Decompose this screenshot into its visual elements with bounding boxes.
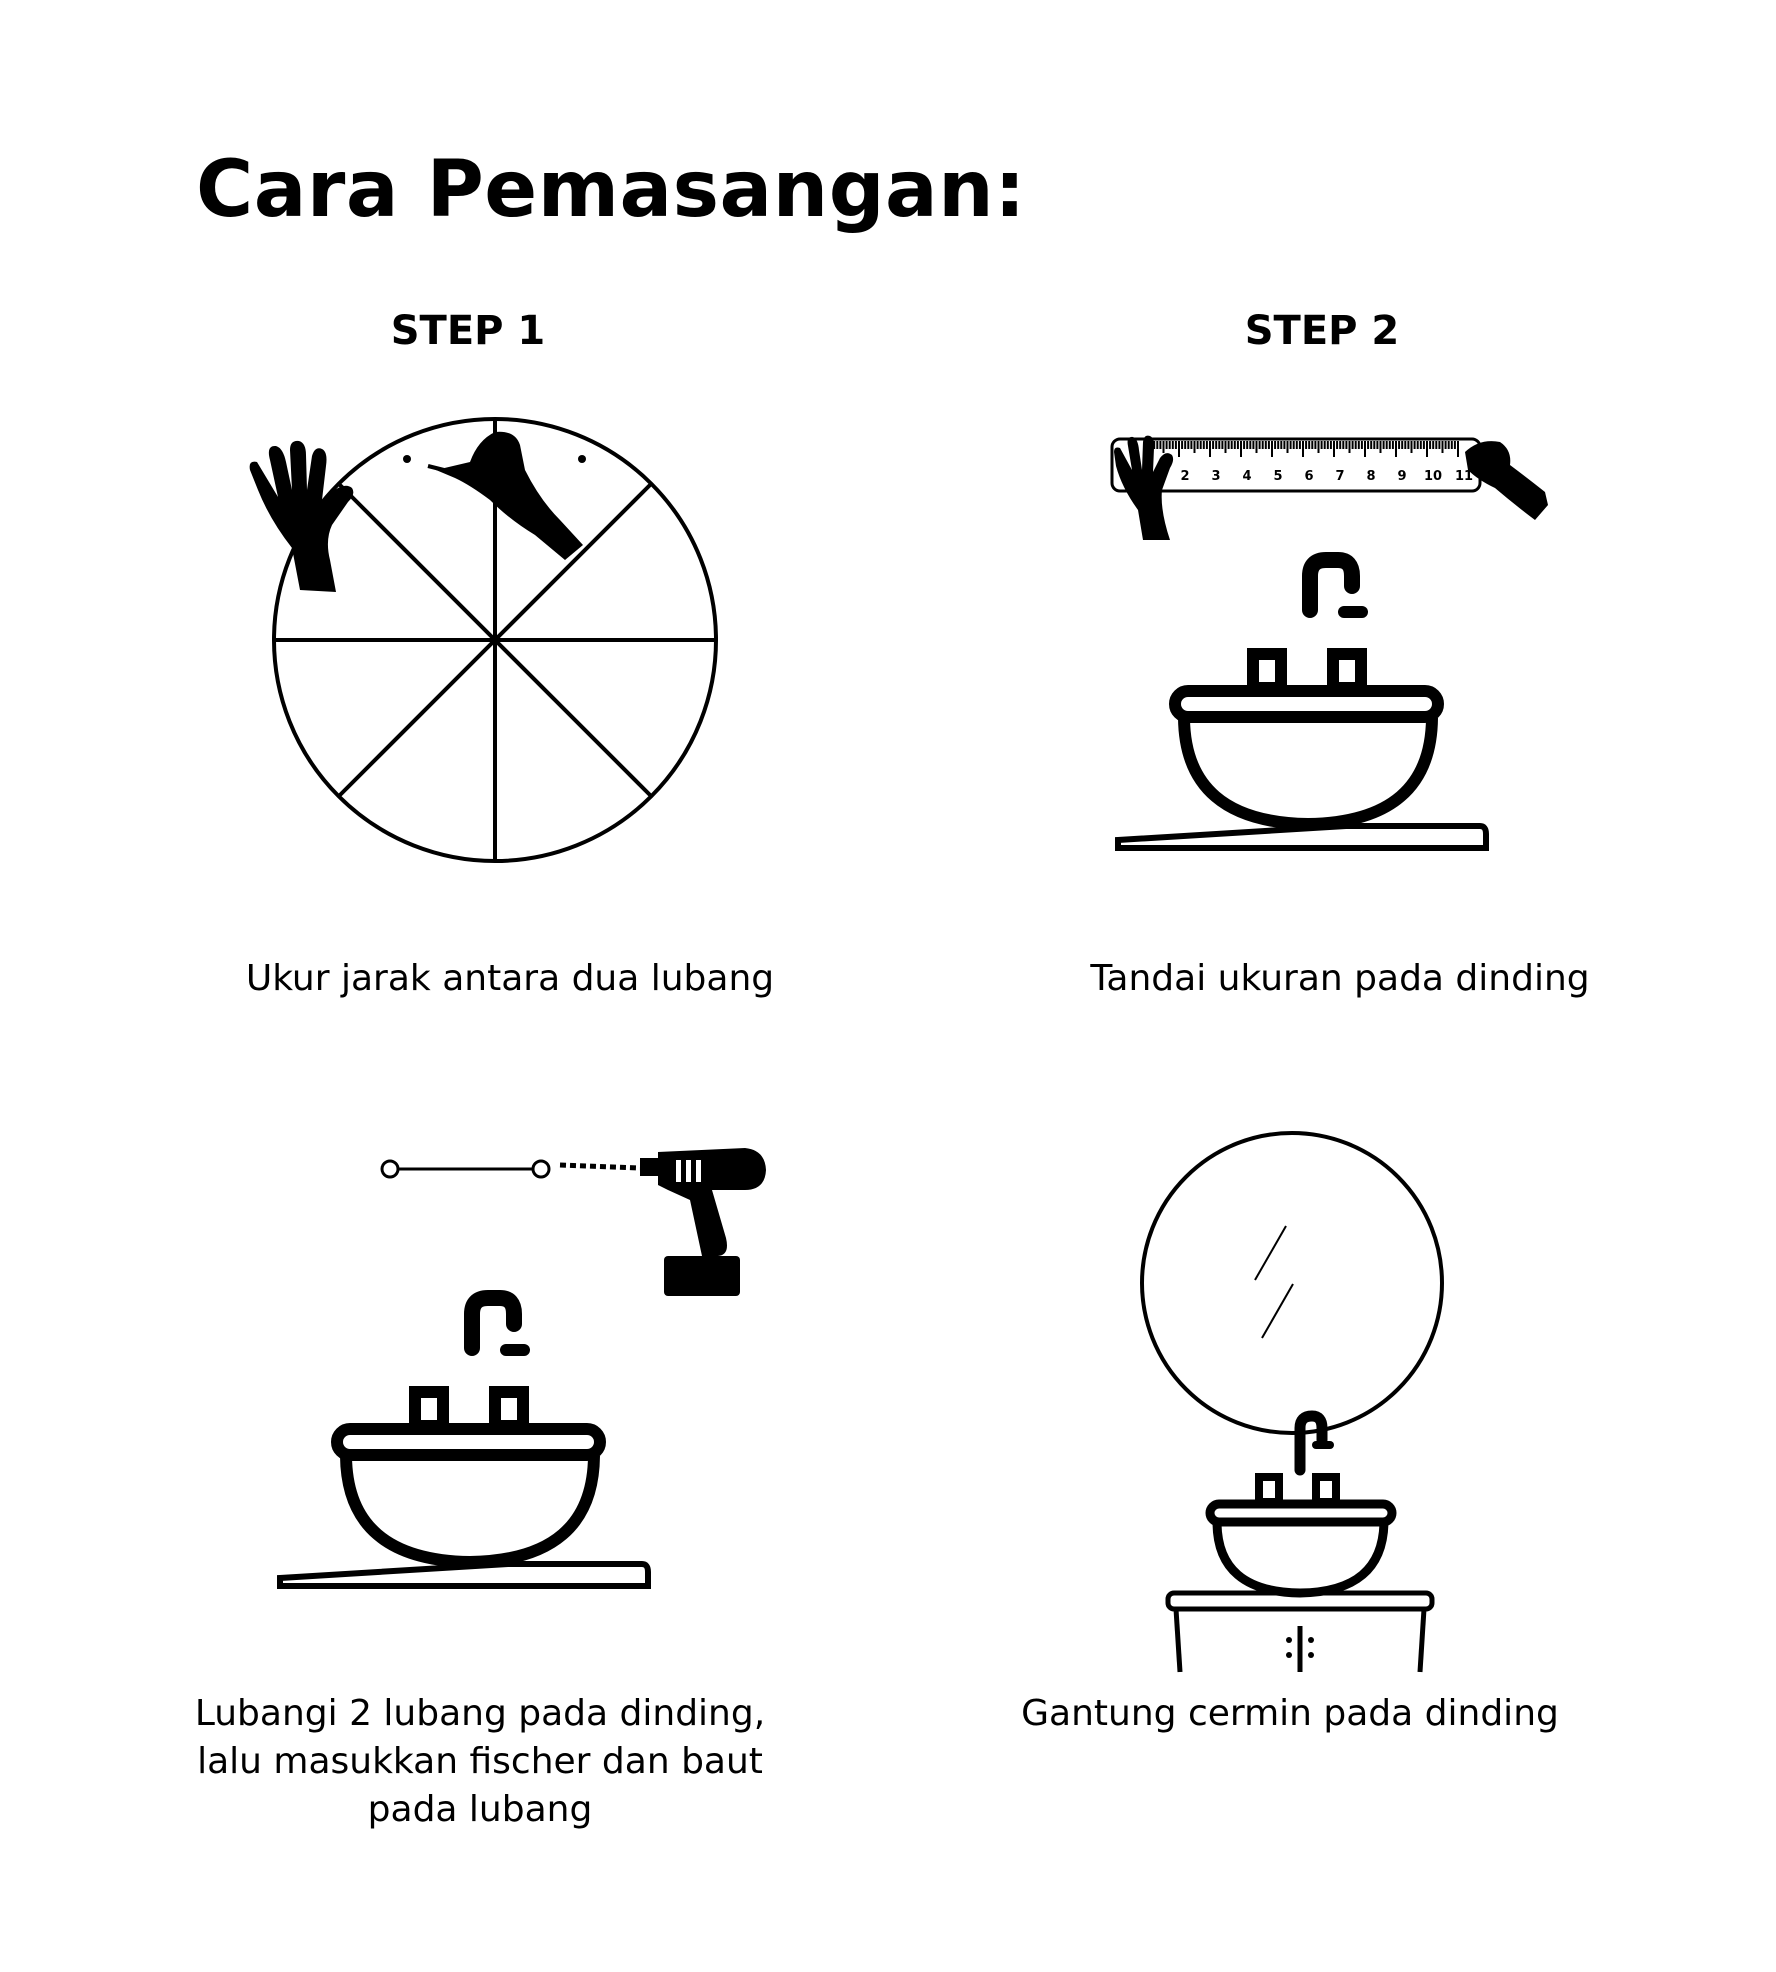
pen-hand-icon	[428, 432, 583, 560]
sink-icon-step-4	[1210, 1416, 1392, 1593]
ruler-number: 10	[1423, 469, 1443, 484]
caption-step-2: Tandai ukuran pada dinding	[1090, 958, 1590, 999]
ruler-number: 6	[1304, 469, 1314, 484]
step-1-label: STEP 1	[390, 308, 546, 354]
holes-line-icon	[382, 1161, 549, 1177]
round-mirror-icon	[1142, 1133, 1442, 1433]
ruler-number: 2	[1180, 469, 1190, 484]
caption-step-4: Gantung cermin pada dinding	[1021, 1693, 1559, 1734]
ruler-number: 9	[1397, 469, 1407, 484]
vanity-cabinet-icon	[1168, 1593, 1432, 1672]
ruler-number: 3	[1211, 469, 1221, 484]
ruler-number: 8	[1366, 469, 1376, 484]
ruler-number: 5	[1273, 469, 1283, 484]
sink-icon-step-3	[280, 1298, 648, 1586]
caption-step-1: Ukur jarak antara dua lubang	[245, 958, 775, 999]
ruler-number: 11	[1454, 469, 1474, 484]
drill-icon	[560, 1148, 766, 1296]
page-title: Cara Pemasangan:	[196, 145, 1026, 235]
ruler-number: 4	[1242, 469, 1252, 484]
ruler-number: 7	[1335, 469, 1345, 484]
left-hand-icon	[250, 441, 354, 592]
caption-step-3: Lubangi 2 lubang pada dinding, lalu masukkan fischer dan baut pada lubang	[194, 1693, 766, 1830]
sink-icon-step-2	[1118, 560, 1486, 848]
step-2-label: STEP 2	[1244, 308, 1400, 354]
